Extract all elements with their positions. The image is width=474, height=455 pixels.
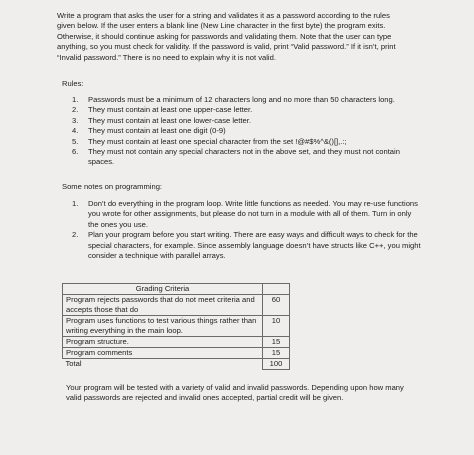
list-item <box>72 230 422 261</box>
intro-line: given below. If the user enters a blank line (New Line character in the first byte) the program exits. <box>57 21 386 31</box>
item-number: 1. <box>72 199 79 208</box>
total-row <box>63 359 290 370</box>
notes-heading: Some notes on programming: <box>62 182 163 191</box>
rules-list <box>72 95 412 168</box>
item-number: 1. <box>72 95 79 104</box>
list-item <box>72 137 412 147</box>
list-item <box>72 126 412 136</box>
item-number: 2. <box>72 105 79 115</box>
intro-paragraph <box>57 11 429 63</box>
table-row <box>63 337 290 348</box>
intro-line: anything, so you must check for validity. If the password is valid, print “Valid password.” If it isn’t, print <box>57 42 396 52</box>
item-text: Passwords must be a minimum of 12 characters long and no more than 50 characters long. <box>88 95 395 104</box>
criterion-cell: Program structure. <box>63 337 263 348</box>
criterion-cell: Program rejects passwords that do not meet criteria and accepts those that do <box>63 295 263 316</box>
item-text: Don’t do everything in the program loop. Write little functions as needed. You may re-use functions you wrote for other assignments, but please do not turn in a module with all of them. Turn in only the ones you use. <box>88 199 418 229</box>
item-number: 3. <box>72 115 79 125</box>
total-points: 100 <box>263 359 290 370</box>
grading-table <box>62 283 290 370</box>
intro-line: “Invalid password.” There is no need to explain why it is not valid. <box>57 52 276 62</box>
grading-title: Grading Criteria <box>63 284 263 295</box>
item-number: 4. <box>72 126 79 136</box>
footer-line: Your program will be tested with a variety of valid and invalid passwords. Depending upon how many <box>66 383 404 392</box>
rules-heading: Rules: <box>62 79 84 88</box>
points-cell: 60 <box>263 295 290 316</box>
item-number: 2. <box>72 230 79 240</box>
list-item <box>72 199 422 230</box>
list-item <box>72 105 412 115</box>
item-text: They must not contain any special characters not in the above set, and they must not contain spaces. <box>88 147 400 167</box>
item-text: They must contain at least one digit (0-9) <box>88 126 226 136</box>
footer-paragraph <box>66 383 416 404</box>
points-cell: 10 <box>263 316 290 337</box>
table-row <box>63 316 290 337</box>
item-text: Plan your program before you start writing. There are easy ways and difficult ways to check for the special characters, for example. Since assembly language doesn’t have structs like C++, you might consider a technique with parallel arrays. <box>88 230 421 261</box>
footer-line: valid passwords are rejected and invalid ones accepted, partial credit will be given. <box>66 393 344 403</box>
points-header-cell <box>263 284 290 295</box>
total-label: Total <box>63 359 263 370</box>
item-number: 6. <box>72 147 79 157</box>
item-text: They must contain at least one special character from the set !@#$%^&()[],.:; <box>88 136 347 146</box>
item-text: They must contain at least one upper-case letter. <box>88 105 253 115</box>
criterion-cell: Program uses functions to test various things rather than writing everything in the main loop. <box>63 316 263 337</box>
intro-line: Write a program that asks the user for a string and validates it as a password according to the rules <box>57 11 390 20</box>
points-cell: 15 <box>263 348 290 359</box>
intro-line: Otherwise, it should continue asking for passwords and validating them. Note that the user can type <box>57 31 392 41</box>
grading-table-wrapper <box>62 283 290 370</box>
list-item <box>72 147 412 168</box>
notes-list <box>72 199 422 261</box>
table-row <box>63 295 290 316</box>
table-row <box>63 348 290 359</box>
list-item <box>72 95 412 105</box>
criterion-cell: Program comments <box>63 348 263 359</box>
item-number: 5. <box>72 136 79 146</box>
table-header-row <box>63 284 290 295</box>
item-text: They must contain at least one lower-case letter. <box>88 115 251 125</box>
points-cell: 15 <box>263 337 290 348</box>
list-item <box>72 116 412 126</box>
